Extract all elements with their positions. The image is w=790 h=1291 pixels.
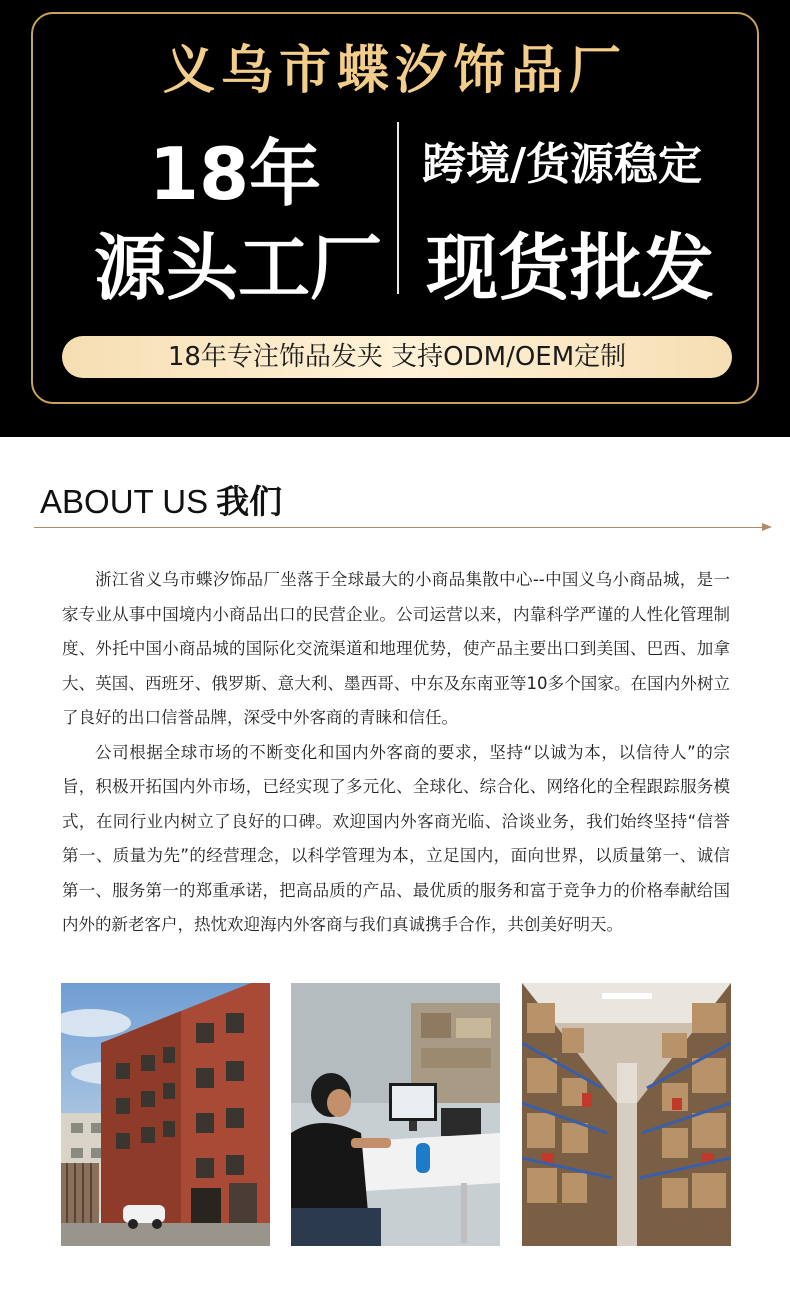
- factory-building-photo: [61, 983, 270, 1246]
- cross-border-label: 跨境/货源稳定: [421, 139, 703, 190]
- years-label: 18年: [148, 132, 322, 216]
- about-underline: [34, 527, 764, 528]
- about-heading-en: ABOUT US: [40, 483, 209, 520]
- about-paragraph-1: 浙江省义乌市蝶汐饰品厂坐落于全球最大的小商品集散中心--中国义乌小商品城，是一家专业从事中国境内小商品出口的民营企业。公司运营以来，内靠科学严谨的人性化管理制度、外托中国小商品城的国际化交流渠道和地理优势，使产品主要出口到美国、巴西、加拿大、英国、西班牙、俄罗斯、意大利、墨西哥、中东及东南亚等10多个国家。在国内外树立了良好的出口信誉品牌，深受中外客商的青睐和信任。: [62, 570, 730, 727]
- company-name: 义乌市蝶汐饰品厂: [162, 41, 627, 101]
- hero-banner: [0, 0, 790, 437]
- office-worker-photo: [291, 983, 500, 1246]
- about-heading: [40, 480, 282, 524]
- tagline-pill: 18年专注饰品发夹 支持ODM/OEM定制: [62, 336, 732, 378]
- warehouse-shelves-photo: [522, 983, 731, 1246]
- about-heading-cn: 我们: [216, 483, 283, 520]
- about-text: [62, 563, 730, 943]
- source-factory-label: 源头工厂: [93, 226, 382, 310]
- wholesale-label: 现货批发: [425, 226, 714, 310]
- arrow-right-icon: [762, 523, 772, 531]
- banner-divider: [397, 122, 399, 294]
- about-paragraph-2: 公司根据全球市场的不断变化和国内外客商的要求，坚持“以诚为本，以信待人”的宗旨，积极开拓国内外市场，已经实现了多元化、全球化、综合化、网络化的全程跟踪服务模式，在同行业内树立了良好的口碑。欢迎国内外客商光临、洽谈业务，我们始终坚持“信誉第一、质量为先”的经营理念，以科学管理为本，立足国内，面向世界，以质量第一、诚信第一、服务第一的郑重承诺，把高品质的产品、最优质的服务和富于竞争力的价格奉献给国内外的新老客户，热忱欢迎海内外客商与我们真诚携手合作，共创美好明天。: [62, 742, 730, 934]
